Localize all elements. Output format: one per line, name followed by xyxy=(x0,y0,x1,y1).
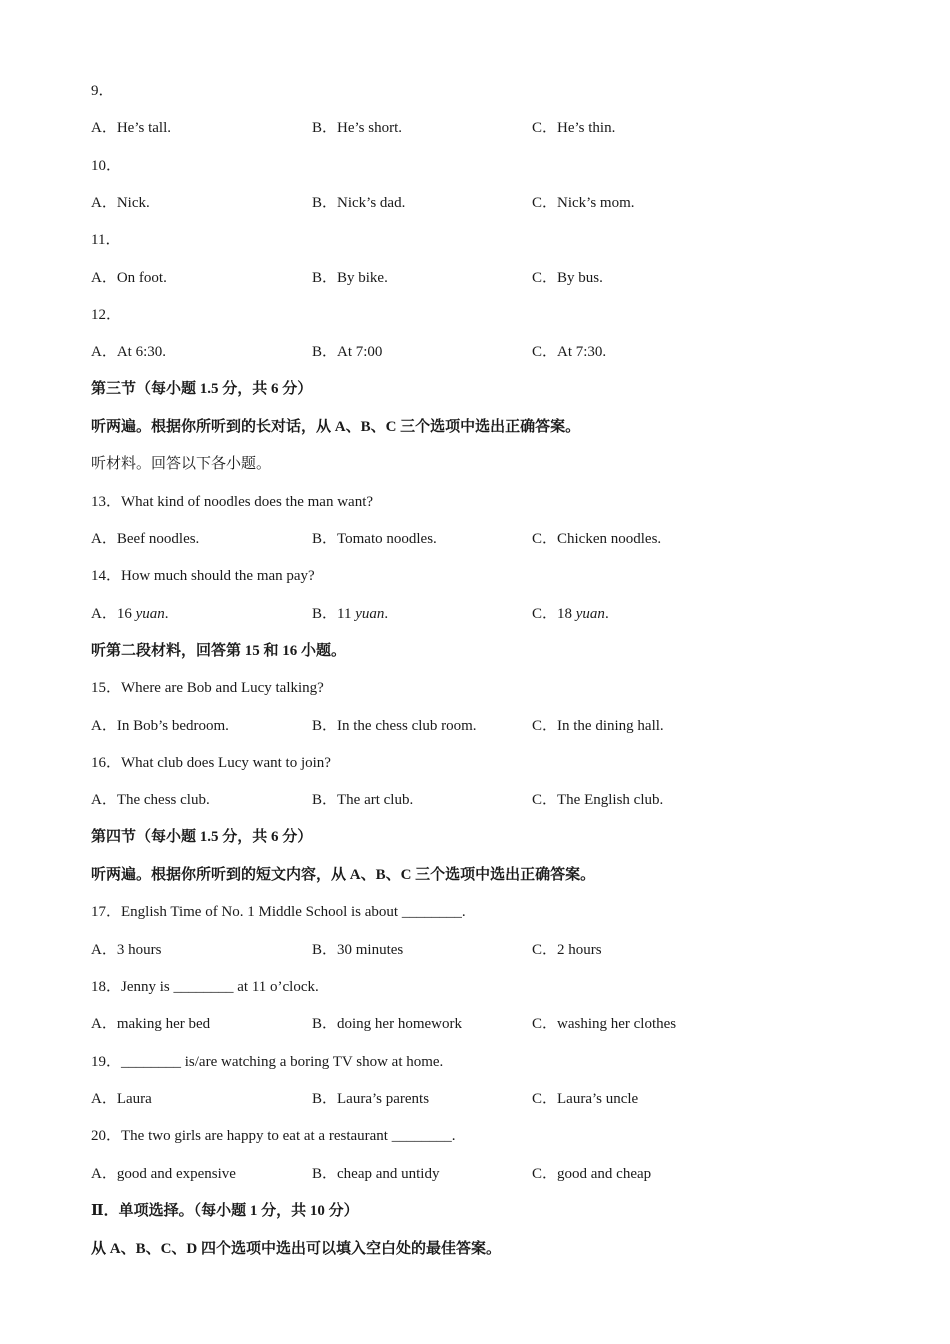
option-a: A．good and expensive xyxy=(91,1166,236,1182)
material-2-heading: 听第二段材料，回答第 15 和 16 小题。 xyxy=(91,643,347,659)
question-15: 15．Where are Bob and Lucy talking? xyxy=(91,680,324,696)
option-c: C．washing her clothes xyxy=(532,1016,677,1032)
section-heading: 第三节（每小题 1.5 分，共 6 分） xyxy=(91,381,313,397)
option-b: B．Nick’s dad. xyxy=(312,195,406,211)
question-number: 10． xyxy=(91,158,122,174)
option-c: C．By bus. xyxy=(532,270,603,286)
option-a: A．On foot. xyxy=(91,270,167,286)
option-a: A．Laura xyxy=(91,1091,152,1107)
part-heading: Ⅱ．单项选择。（每小题 1 分，共 10 分） xyxy=(91,1203,359,1219)
option-b: B．Tomato noodles. xyxy=(312,531,437,547)
question-14: 14．How much should the man pay? xyxy=(91,568,315,584)
option-b: B．By bike. xyxy=(312,270,388,286)
option-a: A．making her bed xyxy=(91,1016,211,1032)
option-a: A．He’s tall. xyxy=(91,120,171,136)
option-a: A．16 yuan. xyxy=(91,606,169,622)
option-a: A．Beef noodles. xyxy=(91,531,200,547)
part-instruction: 从 A、B、C、D 四个选项中选出可以填入空白处的最佳答案。 xyxy=(91,1241,502,1257)
option-b: B．doing her homework xyxy=(312,1016,462,1032)
option-c: C．At 7:30. xyxy=(532,344,607,360)
option-b: B．11 yuan. xyxy=(312,606,389,622)
option-c: C．18 yuan. xyxy=(532,606,609,622)
option-b: B．cheap and untidy xyxy=(312,1166,440,1182)
option-a: A．3 hours xyxy=(91,942,162,958)
option-a: A．In Bob’s bedroom. xyxy=(91,718,229,734)
option-b: B．At 7:00 xyxy=(312,344,383,360)
option-c: C．In the dining hall. xyxy=(532,718,664,734)
option-b: B．The art club. xyxy=(312,792,414,808)
option-c: C．good and cheap xyxy=(532,1166,652,1182)
option-c: C．Nick’s mom. xyxy=(532,195,635,211)
question-19: 19．________ is/are watching a boring TV show at home. xyxy=(91,1054,444,1070)
option-a: A．At 6:30. xyxy=(91,344,167,360)
question-17: 17．English Time of No. 1 Middle School is about ________. xyxy=(91,904,466,920)
question-number: 12． xyxy=(91,307,122,323)
question-20: 20．The two girls are happy to eat at a restaurant ________. xyxy=(91,1128,456,1144)
option-c: C．The English club. xyxy=(532,792,664,808)
section-heading: 第四节（每小题 1.5 分，共 6 分） xyxy=(91,829,313,845)
option-c: C．Chicken noodles. xyxy=(532,531,662,547)
question-number: 9． xyxy=(91,83,114,99)
option-c: C．He’s thin. xyxy=(532,120,616,136)
option-b: B．Laura’s parents xyxy=(312,1091,430,1107)
option-b: B．He’s short. xyxy=(312,120,403,136)
question-16: 16．What club does Lucy want to join? xyxy=(91,755,331,771)
option-b: B．In the chess club room. xyxy=(312,718,477,734)
option-c: C．Laura’s uncle xyxy=(532,1091,639,1107)
question-18: 18．Jenny is ________ at 11 o’clock. xyxy=(91,979,319,995)
question-number: 11． xyxy=(91,232,121,248)
question-13: 13．What kind of noodles does the man want? xyxy=(91,494,374,510)
option-b: B．30 minutes xyxy=(312,942,404,958)
section-instruction: 听两遍。根据你所听到的短文内容，从 A、B、C 三个选项中选出正确答案。 xyxy=(91,867,596,883)
section-instruction: 听两遍。根据你所听到的长对话，从 A、B、C 三个选项中选出正确答案。 xyxy=(91,419,581,435)
material-note: 听材料。回答以下各小题。 xyxy=(91,456,272,472)
option-c: C．2 hours xyxy=(532,942,602,958)
option-a: A．Nick. xyxy=(91,195,150,211)
option-a: A．The chess club. xyxy=(91,792,210,808)
